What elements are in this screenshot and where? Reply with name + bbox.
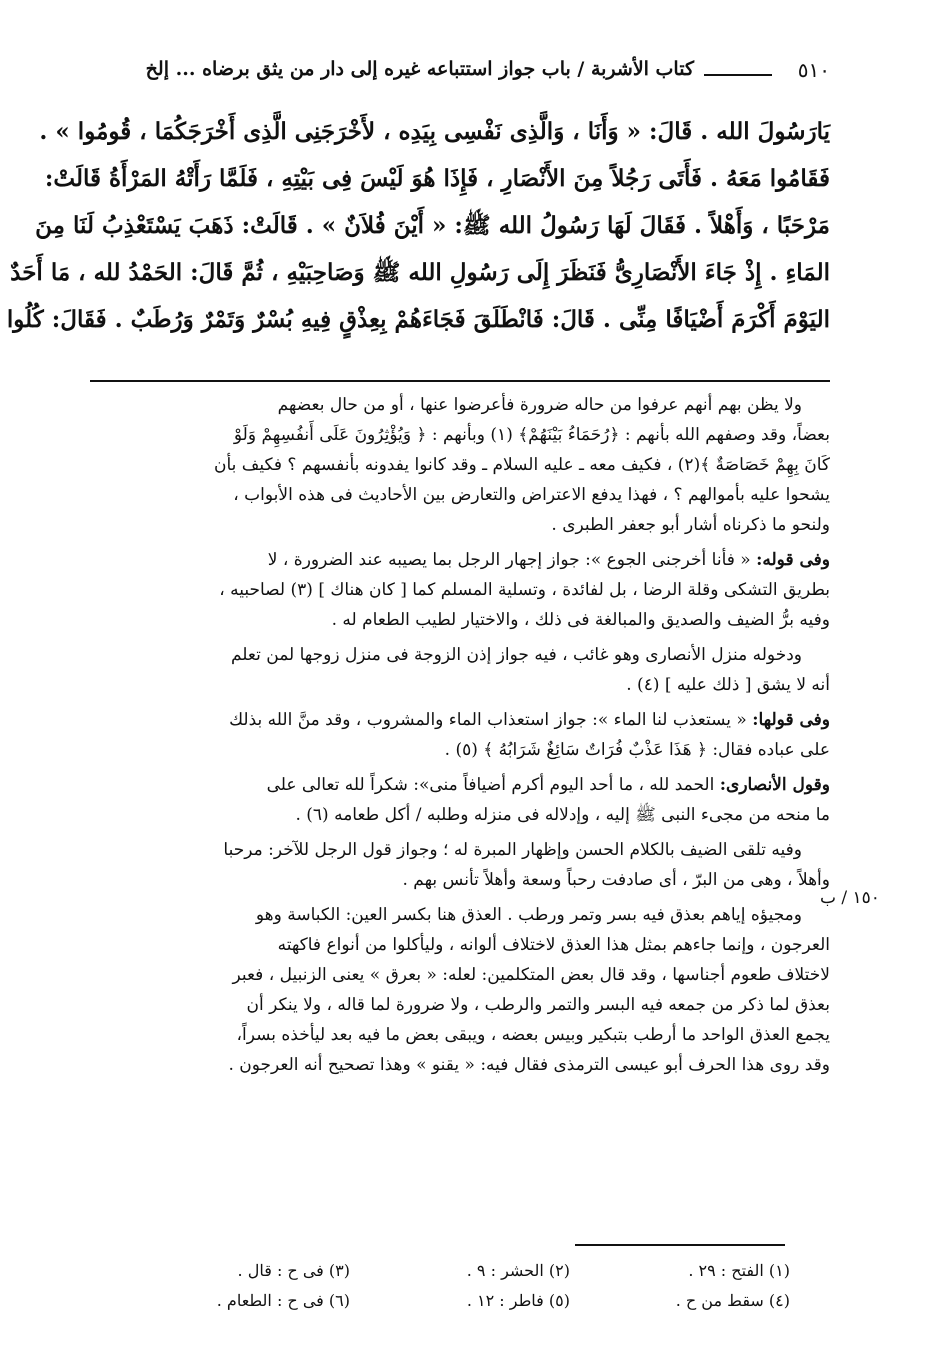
header-dash [704, 74, 772, 76]
commentary-line: ولا يظن بهم أنهم عرفوا من حاله ضرورة فأعرضوا عنها ، أو من حال بعضهم [277, 395, 802, 415]
footnote: (٦) فى ح : الطعام . [216, 1291, 350, 1310]
commentary-line: أنه لا يشق [ ذلك عليه ] (٤) . [626, 675, 830, 695]
commentary-line [90, 545, 830, 575]
footnote-row [140, 1286, 790, 1316]
manuscript-folio-note: ١٥٠ / ب [820, 888, 880, 908]
commentary-line: ولنحو ما ذكرناه أشار أبو جعفر الطبرى . [551, 515, 830, 535]
commentary-line: بعذق لما ذكر من جمعه فيه البسر والتمر والرطب ، ولا ضرورة لما قاله ، ولا ينكر أن [246, 995, 830, 1015]
commentary-paragraph [90, 900, 830, 1080]
footnote: (٤) سقط من ح . [675, 1291, 790, 1310]
commentary-paragraph [90, 390, 830, 540]
commentary-line [90, 770, 830, 800]
footnote-row [140, 1256, 790, 1286]
commentary-paragraph [90, 705, 830, 765]
paragraph-lead: وفى قولها: [752, 710, 830, 730]
commentary-line: وفيه تلقى الضيف بالكلام الحسن وإظهار المبرة له ؛ وجواز قول الرجل للآخر: مرحبا [223, 840, 802, 860]
commentary-line: ومجيؤه إياهم بعذق فيه بسر وتمر ورطب . العذق هنا بكسر العين: الكباسة وهو [255, 905, 802, 925]
commentary-line: ودخوله منزل الأنصارى وهو غائب ، فيه جواز إذن الزوجة فى منزل زوجها لمن تعلم [230, 645, 802, 665]
hadith-line: المَاءِ . إِذْ جَاءَ الأَنْصَارِىُّ فَنَظَرَ إِلَى رَسُولِ الله ﷺ وَصَاحِبَيْهِ ، ثُمَّ قَالَ: الحَمْدُ لله ، مَا أَحَدٌ [10, 259, 830, 286]
main-text-divider [90, 380, 830, 382]
running-title: كتاب الأشربة / باب جواز استتباعه غيره إلى دار من يثق برضاه ... إلخ [145, 58, 694, 80]
hadith-line: مَرْحَبًا ، وَأَهْلاً . فَقَالَ لَهَا رَسُولُ الله ﷺ: « أَيْنَ فُلاَنٌ » . قَالَتْ: ذَهَبَ يَسْتَعْذِبُ لَنَا مِنَ [35, 212, 830, 239]
footnote-divider [575, 1244, 785, 1246]
commentary-paragraph [90, 770, 830, 830]
commentary-line: لاختلاف طعوم أجناسها ، وقد قال بعض المتكلمين: لعله: « بعرق » يعنى الزنبيل ، فعبر [232, 965, 830, 985]
commentary-paragraph [90, 545, 830, 635]
hadith-line: اليَوْمَ أَكْرَمَ أَضْيَافًا مِنِّى . قَالَ: فَانْطَلَقَ فَجَاءَهُمْ بِعِذْقٍ فِيهِ بُسْرٌ وَتَمْرٌ وَرُطَبٌ . فَقَالَ: كُلُوا [6, 306, 830, 333]
line-text: « يستعذب لنا الماء »: جواز استعذاب الماء والمشروب ، وقد منَّ الله بذلك [229, 710, 753, 730]
commentary-line: على عباده فقال: ﴿ هَذَا عَذْبٌ فُرَاتٌ سَائِغٌ شَرَابُهُ ﴾ (٥) . [444, 740, 830, 760]
footnote: (١) الفتح : ٢٩ . [688, 1261, 790, 1280]
commentary-line: وفيه برُّ الضيف والصديق والمبالغة فى ذلك ، والاختيار لطيب الطعام له . [331, 610, 830, 630]
commentary-line: وقد روى هذا الحرف أبو عيسى الترمذى فقال فيه: « يقنو » وهذا تصحيح أنه العرجون . [228, 1055, 830, 1075]
running-header [90, 56, 830, 90]
commentary-line: العرجون ، وإنما جاءهم بمثل هذا العذق لاختلاف ألوانه ، وليأكلوا من أنواع فاكهته [277, 935, 830, 955]
line-text: الحمد لله ، ما أحد اليوم أكرم أضيافاً منى»: شكراً لله تعالى على [266, 775, 720, 795]
commentary-paragraph [90, 835, 830, 895]
hadith-line: يَارَسُولَ الله . قَالَ: « وَأَنَا ، وَالَّذِى نَفْسِى بِيَدِه ، لأَخْرَجَنِى الَّذِى أَخْرَجَكُمَا ، قُومُوا » . [39, 118, 830, 145]
commentary-line: يشحوا عليه بأموالهم ؟ ، فهذا يدفع الاعتراض والتعارض بين الأحاديث فى هذه الأبواب ، [233, 485, 830, 505]
paragraph-lead: وفى قوله: [756, 550, 830, 570]
footnote: (٥) فاطر : ١٢ . [466, 1291, 570, 1310]
commentary-line: وأهلاً ، وهى من البرّ ، أى صادفت رحباً وسعة وأهلاً تأنس بهم . [402, 870, 830, 890]
commentary-paragraph [90, 640, 830, 700]
commentary-line: بطريق التشكى وقلة الرضا ، بل لفائدة ، وتسلية المسلم كما [ كان هناك ] (٣) لصاحبيه ، [219, 580, 830, 600]
footnote: (٣) فى ح : قال . [237, 1261, 350, 1280]
commentary [90, 390, 830, 1085]
line-text: « فأنا أخرجنى الجوع »: جواز إجهار الرجل بما يصيبه عند الضرورة ، لا [267, 550, 757, 570]
footnote: (٢) الحشر : ٩ . [466, 1261, 570, 1280]
commentary-line: بعضاً، وقد وصفهم الله بأنهم : ﴿رُحَمَاءُ بَيْنَهُمْ﴾ (١) وبأنهم : ﴿ وَيُؤْثِرُونَ عَلَى أَنفُسِهِمْ وَلَوْ [233, 425, 830, 445]
commentary-line [90, 705, 830, 735]
page-number: ٥١٠ [797, 58, 830, 82]
commentary-line: يجمع العذق الواحد ما أرطب بتبكير وبيس بعضه ، ويبقى بعض ما فيه بعد ليأخذه بسراً، [236, 1025, 830, 1045]
hadith-line: فَقَامُوا مَعَهُ . فَأَتَى رَجُلاً مِنَ الأَنْصَارِ ، فَإِذَا هُوَ لَيْسَ فِى بَيْتِهِ ، فَلَمَّا رَأَتْهُ المَرْأَةُ قَالَتْ: [44, 165, 830, 192]
paragraph-lead: وقول الأنصارى: [719, 775, 830, 795]
commentary-line: ما منحه من مجىء النبى ﷺ إليه ، وإدلاله فى منزله وطلبه / أكل طعامه (٦) . [295, 805, 830, 825]
footnotes [140, 1256, 790, 1316]
commentary-line: كَانَ بِهِمْ خَصَاصَةٌ ﴾(٢) ، فكيف معه ـ عليه السلام ـ وقد كانوا يفدونه بأنفسهم ؟ فكيف بأن [213, 455, 830, 475]
hadith-text [6, 108, 830, 343]
